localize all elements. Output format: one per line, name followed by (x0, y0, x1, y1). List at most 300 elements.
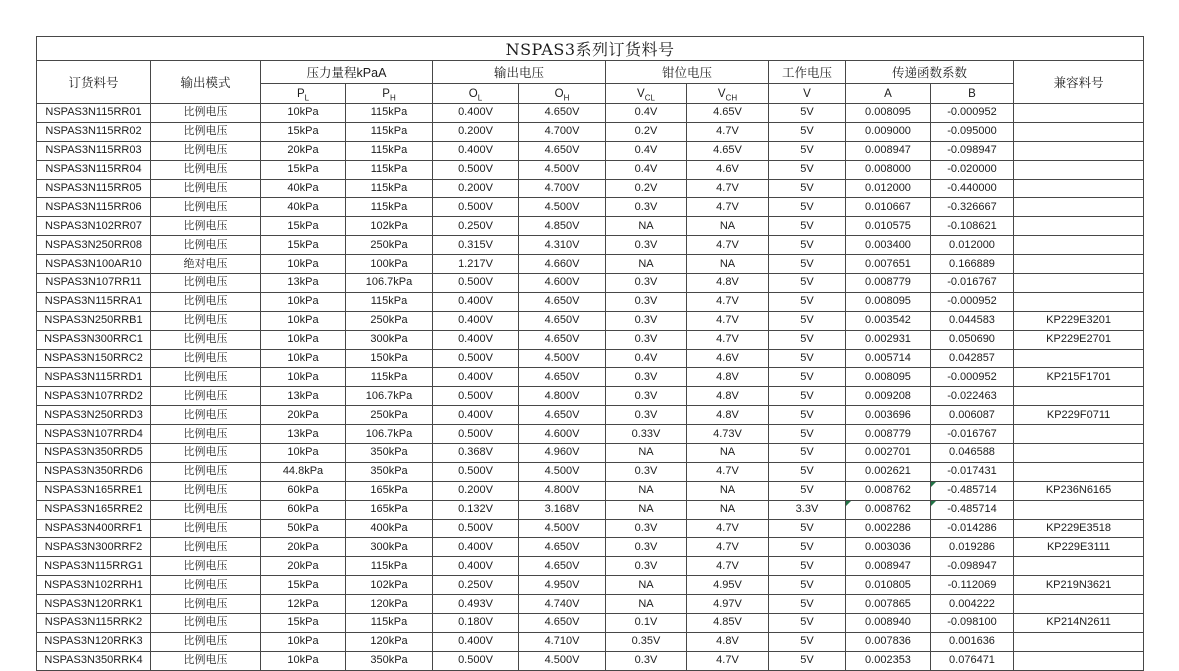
cell-a[interactable]: 0.008779 (846, 425, 931, 444)
cell-oh[interactable]: 4.500V (519, 462, 606, 481)
cell-ph[interactable]: 115kPa (346, 292, 433, 311)
cell-v[interactable]: 5V (769, 595, 846, 614)
cell-a[interactable]: 0.012000 (846, 179, 931, 198)
cell-compat[interactable] (1014, 104, 1144, 123)
cell-b[interactable]: 0.001636 (931, 632, 1014, 651)
cell-part[interactable]: NSPAS3N350RRD6 (37, 462, 151, 481)
cell-oh[interactable]: 4.650V (519, 104, 606, 123)
cell-oh[interactable]: 4.500V (519, 198, 606, 217)
header-compatible-part[interactable]: 兼容料号 (1014, 61, 1144, 104)
cell-part[interactable]: NSPAS3N107RR11 (37, 274, 151, 293)
cell-ph[interactable]: 165kPa (346, 481, 433, 500)
cell-part[interactable]: NSPAS3N165RRE1 (37, 481, 151, 500)
cell-pl[interactable]: 15kPa (261, 217, 346, 236)
header-output-voltage-group[interactable]: 输出电压 (433, 61, 606, 84)
header-transfer-coeff-group[interactable]: 传递函数系数 (846, 61, 1014, 84)
cell-vcl[interactable]: NA (606, 255, 687, 274)
cell-pl[interactable]: 10kPa (261, 104, 346, 123)
cell-ol[interactable]: 0.500V (433, 651, 519, 670)
cell-mode[interactable]: 比例电压 (151, 519, 261, 538)
cell-part[interactable]: NSPAS3N115RR03 (37, 141, 151, 160)
cell-ph[interactable]: 400kPa (346, 519, 433, 538)
cell-vch[interactable]: 4.6V (687, 349, 769, 368)
cell-ol[interactable]: 0.315V (433, 236, 519, 255)
cell-pl[interactable]: 10kPa (261, 368, 346, 387)
cell-mode[interactable]: 比例电压 (151, 198, 261, 217)
cell-b[interactable]: 0.042857 (931, 349, 1014, 368)
cell-vch[interactable]: NA (687, 500, 769, 519)
cell-v[interactable]: 5V (769, 236, 846, 255)
cell-ph[interactable]: 350kPa (346, 444, 433, 463)
cell-a[interactable]: 0.007836 (846, 632, 931, 651)
cell-oh[interactable]: 4.740V (519, 595, 606, 614)
cell-b[interactable]: 0.012000 (931, 236, 1014, 255)
cell-a[interactable]: 0.010805 (846, 576, 931, 595)
cell-b-with-error-indicator[interactable]: -0.485714 (931, 500, 1014, 519)
cell-ol[interactable]: 0.400V (433, 104, 519, 123)
cell-a[interactable]: 0.003542 (846, 311, 931, 330)
cell-mode[interactable]: 比例电压 (151, 274, 261, 293)
cell-vcl[interactable]: NA (606, 217, 687, 236)
cell-compat[interactable]: KP219N3621 (1014, 576, 1144, 595)
cell-a[interactable]: 0.007651 (846, 255, 931, 274)
cell-ph[interactable]: 120kPa (346, 632, 433, 651)
cell-b[interactable]: -0.022463 (931, 387, 1014, 406)
cell-compat[interactable] (1014, 500, 1144, 519)
cell-b-with-error-indicator[interactable]: -0.485714 (931, 481, 1014, 500)
cell-b[interactable]: 0.006087 (931, 406, 1014, 425)
cell-a[interactable]: 0.008095 (846, 104, 931, 123)
cell-oh[interactable]: 4.700V (519, 179, 606, 198)
cell-pl[interactable]: 20kPa (261, 406, 346, 425)
cell-a[interactable]: 0.008762 (846, 481, 931, 500)
cell-vcl[interactable]: 0.3V (606, 330, 687, 349)
cell-part[interactable]: NSPAS3N107RRD2 (37, 387, 151, 406)
cell-ph[interactable]: 250kPa (346, 236, 433, 255)
cell-vch[interactable]: 4.97V (687, 595, 769, 614)
cell-oh[interactable]: 4.500V (519, 519, 606, 538)
cell-mode[interactable]: 比例电压 (151, 387, 261, 406)
cell-ol[interactable]: 0.500V (433, 462, 519, 481)
cell-v[interactable]: 5V (769, 576, 846, 595)
cell-pl[interactable]: 20kPa (261, 557, 346, 576)
cell-a[interactable]: 0.009208 (846, 387, 931, 406)
cell-pl[interactable]: 44.8kPa (261, 462, 346, 481)
cell-mode[interactable]: 比例电压 (151, 292, 261, 311)
cell-ol[interactable]: 0.493V (433, 595, 519, 614)
cell-part[interactable]: NSPAS3N115RRA1 (37, 292, 151, 311)
cell-part[interactable]: NSPAS3N300RRC1 (37, 330, 151, 349)
cell-ol[interactable]: 0.200V (433, 481, 519, 500)
cell-ph[interactable]: 165kPa (346, 500, 433, 519)
cell-part[interactable]: NSPAS3N107RRD4 (37, 425, 151, 444)
cell-ol[interactable]: 0.500V (433, 349, 519, 368)
cell-mode[interactable]: 比例电压 (151, 462, 261, 481)
cell-v[interactable]: 5V (769, 632, 846, 651)
cell-b[interactable]: -0.098100 (931, 614, 1014, 633)
cell-a[interactable]: 0.003036 (846, 538, 931, 557)
cell-compat[interactable] (1014, 122, 1144, 141)
cell-vch[interactable]: 4.7V (687, 519, 769, 538)
cell-compat[interactable] (1014, 292, 1144, 311)
cell-vcl[interactable]: 0.3V (606, 538, 687, 557)
cell-vch[interactable]: 4.7V (687, 330, 769, 349)
cell-ol[interactable]: 0.400V (433, 368, 519, 387)
cell-ph[interactable]: 115kPa (346, 179, 433, 198)
cell-oh[interactable]: 4.800V (519, 387, 606, 406)
cell-ol[interactable]: 0.500V (433, 519, 519, 538)
cell-ph[interactable]: 120kPa (346, 595, 433, 614)
cell-ol[interactable]: 0.400V (433, 330, 519, 349)
cell-ph[interactable]: 115kPa (346, 122, 433, 141)
cell-a[interactable]: 0.010667 (846, 198, 931, 217)
cell-vcl[interactable]: 0.3V (606, 368, 687, 387)
cell-oh[interactable]: 4.500V (519, 651, 606, 670)
cell-ph[interactable]: 100kPa (346, 255, 433, 274)
cell-part[interactable]: NSPAS3N100AR10 (37, 255, 151, 274)
cell-pl[interactable]: 40kPa (261, 198, 346, 217)
cell-v[interactable]: 5V (769, 274, 846, 293)
cell-vcl[interactable]: 0.35V (606, 632, 687, 651)
cell-a[interactable]: 0.002353 (846, 651, 931, 670)
cell-part[interactable]: NSPAS3N250RRB1 (37, 311, 151, 330)
header-output-high[interactable] (519, 84, 606, 104)
cell-b[interactable]: 0.050690 (931, 330, 1014, 349)
cell-vch[interactable]: 4.8V (687, 274, 769, 293)
cell-mode[interactable]: 比例电压 (151, 651, 261, 670)
cell-vch[interactable]: 4.8V (687, 632, 769, 651)
cell-v[interactable]: 5V (769, 425, 846, 444)
cell-mode[interactable]: 比例电压 (151, 632, 261, 651)
cell-mode[interactable]: 比例电压 (151, 595, 261, 614)
cell-vch[interactable]: 4.7V (687, 198, 769, 217)
cell-ph[interactable]: 115kPa (346, 141, 433, 160)
cell-pl[interactable]: 10kPa (261, 311, 346, 330)
cell-ol[interactable]: 1.217V (433, 255, 519, 274)
cell-vcl[interactable]: 0.3V (606, 519, 687, 538)
cell-compat[interactable] (1014, 274, 1144, 293)
cell-a[interactable]: 0.010575 (846, 217, 931, 236)
cell-v[interactable]: 5V (769, 198, 846, 217)
cell-pl[interactable]: 50kPa (261, 519, 346, 538)
cell-a[interactable]: 0.008095 (846, 292, 931, 311)
cell-v[interactable]: 5V (769, 349, 846, 368)
cell-v[interactable]: 5V (769, 406, 846, 425)
cell-compat[interactable]: KP229F0711 (1014, 406, 1144, 425)
cell-part[interactable]: NSPAS3N115RR02 (37, 122, 151, 141)
cell-mode[interactable]: 比例电压 (151, 481, 261, 500)
header-supply-v[interactable]: V (769, 84, 846, 104)
cell-a[interactable]: 0.008947 (846, 141, 931, 160)
header-pressure-high[interactable] (346, 84, 433, 104)
cell-mode[interactable]: 比例电压 (151, 557, 261, 576)
cell-b[interactable]: -0.017431 (931, 462, 1014, 481)
cell-a[interactable]: 0.007865 (846, 595, 931, 614)
cell-vch[interactable]: 4.8V (687, 387, 769, 406)
cell-mode[interactable]: 比例电压 (151, 576, 261, 595)
header-output-mode[interactable]: 输出模式 (151, 61, 261, 104)
header-output-low[interactable] (433, 84, 519, 104)
cell-v[interactable]: 5V (769, 104, 846, 123)
cell-part[interactable]: NSPAS3N115RRK2 (37, 614, 151, 633)
header-supply-voltage-group[interactable]: 工作电压 (769, 61, 846, 84)
cell-vch[interactable]: 4.7V (687, 538, 769, 557)
cell-oh[interactable]: 4.950V (519, 576, 606, 595)
cell-oh[interactable]: 4.700V (519, 122, 606, 141)
cell-pl[interactable]: 10kPa (261, 349, 346, 368)
cell-mode[interactable]: 比例电压 (151, 160, 261, 179)
cell-vch[interactable]: 4.8V (687, 368, 769, 387)
cell-vch[interactable]: 4.73V (687, 425, 769, 444)
cell-ol[interactable]: 0.200V (433, 122, 519, 141)
cell-vcl[interactable]: 0.3V (606, 387, 687, 406)
cell-pl[interactable]: 15kPa (261, 614, 346, 633)
cell-a[interactable]: 0.002931 (846, 330, 931, 349)
cell-ol[interactable]: 0.500V (433, 387, 519, 406)
cell-b[interactable]: -0.000952 (931, 368, 1014, 387)
cell-pl[interactable]: 10kPa (261, 292, 346, 311)
cell-v[interactable]: 5V (769, 387, 846, 406)
cell-ol[interactable]: 0.400V (433, 538, 519, 557)
cell-a[interactable]: 0.005714 (846, 349, 931, 368)
cell-part[interactable]: NSPAS3N115RR05 (37, 179, 151, 198)
cell-vch[interactable]: 4.65V (687, 104, 769, 123)
cell-compat[interactable] (1014, 160, 1144, 179)
cell-part[interactable]: NSPAS3N115RR04 (37, 160, 151, 179)
cell-part[interactable]: NSPAS3N115RR06 (37, 198, 151, 217)
header-pressure-low[interactable] (261, 84, 346, 104)
cell-pl[interactable]: 13kPa (261, 274, 346, 293)
cell-vch[interactable]: 4.8V (687, 406, 769, 425)
cell-vcl[interactable]: 0.4V (606, 104, 687, 123)
header-coeff-a[interactable]: A (846, 84, 931, 104)
cell-vch[interactable]: 4.7V (687, 462, 769, 481)
cell-v[interactable]: 5V (769, 614, 846, 633)
cell-ol[interactable]: 0.500V (433, 425, 519, 444)
cell-ol[interactable]: 0.132V (433, 500, 519, 519)
cell-a[interactable]: 0.002701 (846, 444, 931, 463)
cell-oh[interactable]: 4.660V (519, 255, 606, 274)
cell-compat[interactable] (1014, 444, 1144, 463)
cell-ol[interactable]: 0.400V (433, 632, 519, 651)
cell-ph[interactable]: 115kPa (346, 557, 433, 576)
cell-mode[interactable]: 比例电压 (151, 500, 261, 519)
cell-vcl[interactable]: 0.2V (606, 122, 687, 141)
cell-pl[interactable]: 15kPa (261, 576, 346, 595)
cell-b[interactable]: 0.166889 (931, 255, 1014, 274)
cell-a[interactable]: 0.002621 (846, 462, 931, 481)
cell-mode[interactable]: 比例电压 (151, 179, 261, 198)
cell-vcl[interactable]: NA (606, 576, 687, 595)
cell-vcl[interactable]: 0.3V (606, 292, 687, 311)
cell-compat[interactable] (1014, 349, 1144, 368)
cell-vcl[interactable]: NA (606, 595, 687, 614)
header-clamp-high[interactable] (687, 84, 769, 104)
cell-vch[interactable]: NA (687, 217, 769, 236)
cell-b[interactable]: 0.046588 (931, 444, 1014, 463)
cell-mode[interactable]: 比例电压 (151, 614, 261, 633)
cell-oh[interactable]: 4.650V (519, 330, 606, 349)
cell-compat[interactable] (1014, 141, 1144, 160)
cell-pl[interactable]: 40kPa (261, 179, 346, 198)
cell-oh[interactable]: 4.600V (519, 274, 606, 293)
cell-part[interactable]: NSPAS3N165RRE2 (37, 500, 151, 519)
cell-b[interactable]: -0.108621 (931, 217, 1014, 236)
cell-compat[interactable]: KP229E3111 (1014, 538, 1144, 557)
cell-pl[interactable]: 13kPa (261, 425, 346, 444)
cell-pl[interactable]: 15kPa (261, 236, 346, 255)
cell-mode[interactable]: 比例电压 (151, 538, 261, 557)
cell-compat[interactable] (1014, 632, 1144, 651)
cell-v[interactable]: 5V (769, 444, 846, 463)
cell-compat[interactable] (1014, 557, 1144, 576)
cell-v[interactable]: 5V (769, 179, 846, 198)
cell-mode[interactable]: 比例电压 (151, 349, 261, 368)
cell-a[interactable]: 0.008000 (846, 160, 931, 179)
cell-ol[interactable]: 0.500V (433, 160, 519, 179)
cell-mode[interactable]: 比例电压 (151, 425, 261, 444)
cell-ph[interactable]: 115kPa (346, 104, 433, 123)
cell-mode[interactable]: 绝对电压 (151, 255, 261, 274)
cell-compat[interactable]: KP229E2701 (1014, 330, 1144, 349)
cell-vcl[interactable]: 0.1V (606, 614, 687, 633)
header-pressure-range-group[interactable]: 压力量程kPaA (261, 61, 433, 84)
cell-pl[interactable]: 60kPa (261, 500, 346, 519)
cell-oh[interactable]: 4.710V (519, 632, 606, 651)
table-title[interactable]: NSPAS3系列订货料号 (37, 37, 1144, 61)
cell-a[interactable]: 0.008947 (846, 557, 931, 576)
cell-mode[interactable]: 比例电压 (151, 330, 261, 349)
cell-ph[interactable]: 115kPa (346, 160, 433, 179)
cell-a[interactable]: 0.008779 (846, 274, 931, 293)
cell-part[interactable]: NSPAS3N350RRD5 (37, 444, 151, 463)
cell-vch[interactable]: 4.7V (687, 292, 769, 311)
cell-v[interactable]: 5V (769, 255, 846, 274)
cell-compat[interactable]: KP229E3201 (1014, 311, 1144, 330)
cell-vcl[interactable]: 0.3V (606, 651, 687, 670)
cell-b[interactable]: -0.112069 (931, 576, 1014, 595)
cell-a[interactable]: 0.003696 (846, 406, 931, 425)
cell-compat[interactable] (1014, 217, 1144, 236)
cell-vcl[interactable]: 0.2V (606, 179, 687, 198)
cell-oh[interactable]: 4.500V (519, 160, 606, 179)
cell-v[interactable]: 5V (769, 519, 846, 538)
cell-pl[interactable]: 10kPa (261, 632, 346, 651)
cell-compat[interactable] (1014, 595, 1144, 614)
cell-compat[interactable] (1014, 179, 1144, 198)
cell-a[interactable]: 0.008940 (846, 614, 931, 633)
cell-pl[interactable]: 10kPa (261, 651, 346, 670)
cell-ol[interactable]: 0.200V (433, 179, 519, 198)
cell-b[interactable]: -0.095000 (931, 122, 1014, 141)
cell-a[interactable]: 0.009000 (846, 122, 931, 141)
cell-vcl[interactable]: 0.3V (606, 462, 687, 481)
cell-b[interactable]: -0.326667 (931, 198, 1014, 217)
cell-ol[interactable]: 0.400V (433, 406, 519, 425)
cell-vcl[interactable]: 0.3V (606, 198, 687, 217)
cell-part[interactable]: NSPAS3N350RRK4 (37, 651, 151, 670)
cell-vch[interactable]: 4.65V (687, 141, 769, 160)
cell-part[interactable]: NSPAS3N115RRG1 (37, 557, 151, 576)
cell-pl[interactable]: 20kPa (261, 141, 346, 160)
cell-v[interactable]: 5V (769, 292, 846, 311)
cell-b[interactable]: -0.440000 (931, 179, 1014, 198)
cell-v[interactable]: 5V (769, 330, 846, 349)
cell-part[interactable]: NSPAS3N120RRK3 (37, 632, 151, 651)
cell-ph[interactable]: 250kPa (346, 406, 433, 425)
cell-a[interactable]: 0.002286 (846, 519, 931, 538)
cell-oh[interactable]: 4.500V (519, 349, 606, 368)
cell-vch[interactable]: 4.7V (687, 311, 769, 330)
cell-ol[interactable]: 0.500V (433, 198, 519, 217)
cell-compat[interactable] (1014, 198, 1144, 217)
cell-ph[interactable]: 102kPa (346, 217, 433, 236)
cell-ol[interactable]: 0.250V (433, 576, 519, 595)
cell-vcl[interactable]: 0.4V (606, 141, 687, 160)
cell-vcl[interactable]: NA (606, 444, 687, 463)
cell-compat[interactable] (1014, 236, 1144, 255)
cell-vch[interactable]: 4.85V (687, 614, 769, 633)
cell-mode[interactable]: 比例电压 (151, 141, 261, 160)
cell-v[interactable]: 5V (769, 481, 846, 500)
cell-v[interactable]: 5V (769, 462, 846, 481)
cell-vch[interactable]: NA (687, 444, 769, 463)
cell-vcl[interactable]: NA (606, 481, 687, 500)
cell-part[interactable]: NSPAS3N300RRF2 (37, 538, 151, 557)
cell-ol[interactable]: 0.180V (433, 614, 519, 633)
cell-b[interactable]: -0.098947 (931, 141, 1014, 160)
cell-oh[interactable]: 4.850V (519, 217, 606, 236)
cell-ph[interactable]: 150kPa (346, 349, 433, 368)
cell-v[interactable]: 5V (769, 141, 846, 160)
cell-vcl[interactable]: 0.33V (606, 425, 687, 444)
cell-compat[interactable]: KP214N2611 (1014, 614, 1144, 633)
cell-oh[interactable]: 4.650V (519, 614, 606, 633)
cell-oh[interactable]: 4.800V (519, 481, 606, 500)
header-part-number[interactable]: 订货料号 (37, 61, 151, 104)
cell-vcl[interactable]: 0.3V (606, 236, 687, 255)
cell-part[interactable]: NSPAS3N250RR08 (37, 236, 151, 255)
cell-oh[interactable]: 4.650V (519, 311, 606, 330)
cell-oh[interactable]: 4.600V (519, 425, 606, 444)
cell-ph[interactable]: 115kPa (346, 198, 433, 217)
cell-oh[interactable]: 4.960V (519, 444, 606, 463)
cell-b[interactable]: -0.020000 (931, 160, 1014, 179)
cell-pl[interactable]: 60kPa (261, 481, 346, 500)
cell-ph[interactable]: 102kPa (346, 576, 433, 595)
cell-mode[interactable]: 比例电压 (151, 444, 261, 463)
cell-v[interactable]: 5V (769, 160, 846, 179)
cell-b[interactable]: -0.000952 (931, 104, 1014, 123)
cell-vcl[interactable]: 0.3V (606, 557, 687, 576)
cell-ol[interactable]: 0.400V (433, 292, 519, 311)
cell-v[interactable]: 3.3V (769, 500, 846, 519)
cell-oh[interactable]: 4.650V (519, 538, 606, 557)
cell-ol[interactable]: 0.250V (433, 217, 519, 236)
cell-v[interactable]: 5V (769, 538, 846, 557)
cell-oh[interactable]: 4.650V (519, 368, 606, 387)
cell-mode[interactable]: 比例电压 (151, 217, 261, 236)
cell-part[interactable]: NSPAS3N150RRC2 (37, 349, 151, 368)
cell-pl[interactable]: 10kPa (261, 444, 346, 463)
header-coeff-b[interactable]: B (931, 84, 1014, 104)
cell-ph[interactable]: 300kPa (346, 330, 433, 349)
cell-part[interactable]: NSPAS3N400RRF1 (37, 519, 151, 538)
cell-mode[interactable]: 比例电压 (151, 236, 261, 255)
cell-pl[interactable]: 13kPa (261, 387, 346, 406)
cell-vcl[interactable]: 0.3V (606, 311, 687, 330)
cell-ph[interactable]: 106.7kPa (346, 425, 433, 444)
